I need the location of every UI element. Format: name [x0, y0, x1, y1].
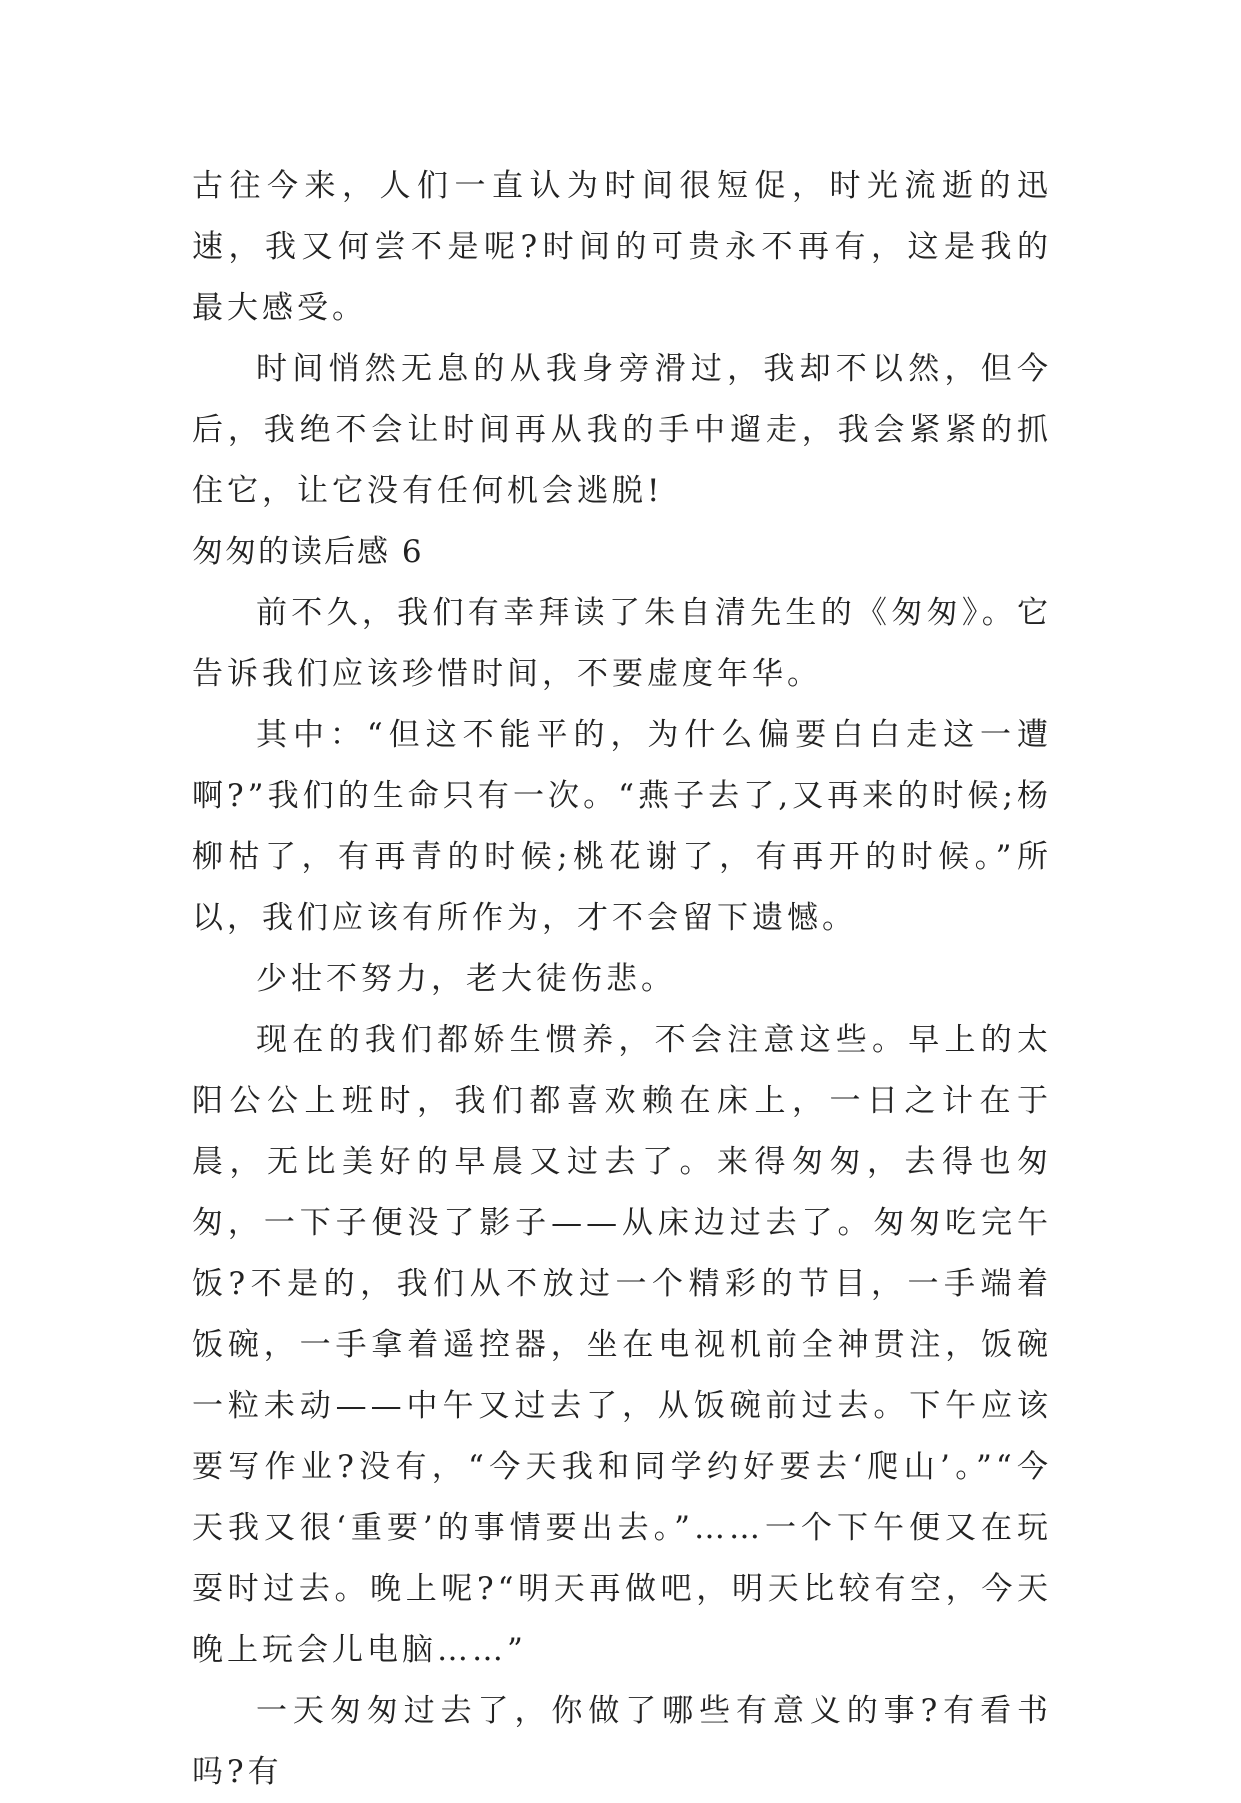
paragraph: 少壮不努力，老大徒伤悲。 [256, 961, 676, 997]
paragraph: 前不久，我们有幸拜读了朱自清先生的《匆匆》。它告诉我们应该珍惜时间，不要虚度年华。 [192, 595, 1052, 692]
paragraph: 现在的我们都娇生惯养，不会注意这些。早上的太阳公公上班时，我们都喜欢赖在床上，一日之计在于晨，无比美好的早晨又过去了。来得匆匆，去得也匆匆，一下子便没了影子——从床边过去了。匆匆吃完午饭?不是的，我们从不放过一个精彩的节目，一手端着饭碗，一手拿着遥控器，坐在电视机前全神贯注，饭碗一粒未动——中午又过去了，从饭碗前过去。下午应该要写作业?没有，“今天我和同学约好要去‘爬山’。”“今天我又很‘重要’的事情要出去。”……一个下午便又在玩耍时过去。晚上呢?“明天再做吧，明天比较有空，今天晚上玩会儿电脑……” [192, 1022, 1052, 1668]
paragraph: 一天匆匆过去了，你做了哪些有意义的事?有看书吗?有 [192, 1693, 1052, 1790]
paragraph: 时间悄然无息的从我身旁滑过，我却不以然，但今后，我绝不会让时间再从我的手中遛走，我会紧紧的抓住它，让它没有任何机会逃脱! [192, 351, 1052, 509]
paragraph: 古往今来，人们一直认为时间很短促，时光流逝的迅速，我又何尝不是呢?时间的可贵永不再有，这是我的最大感受。 [192, 168, 1052, 326]
section-heading: 匆匆的读后感 6 [192, 534, 424, 570]
document-body [192, 156, 1052, 1803]
paragraph: 其中：“但这不能平的，为什么偏要白白走这一遭啊?”我们的生命只有一次。“燕子去了,又再来的时候;杨柳枯了，有再青的时候;桃花谢了，有再开的时候。”所以，我们应该有所作为，才不会留下遗憾。 [192, 717, 1052, 936]
